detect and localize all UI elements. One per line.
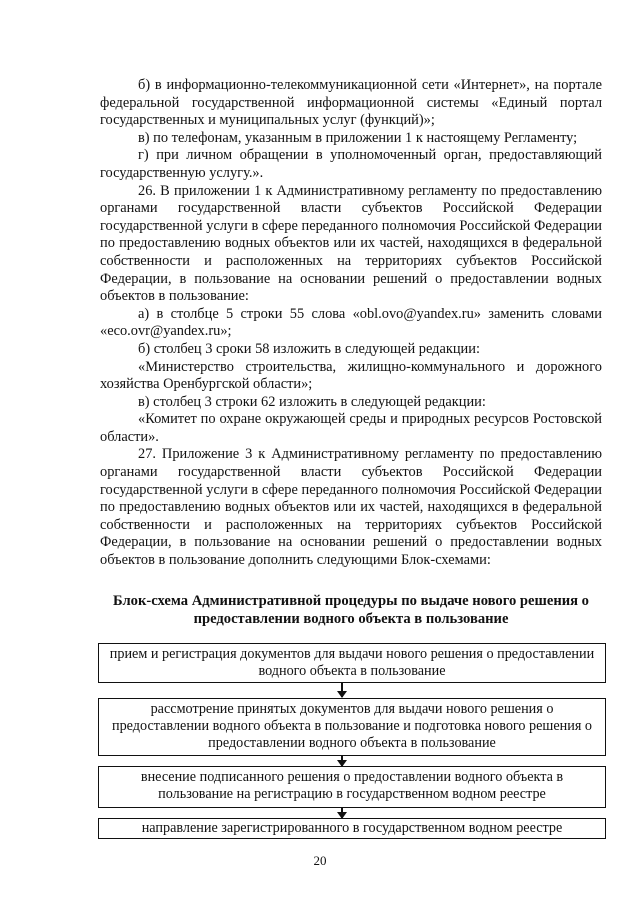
flowchart-step: направление зарегистрированного в государственном водном реестре [98,818,606,839]
paragraph: г) при личном обращении в уполномоченный орган, предоставляющий государственную услугу.». [100,147,602,181]
flowchart-step: прием и регистрация документов для выдачи нового решения о предоставлении водного объекта в пользование [98,643,606,683]
flow-arrow [341,808,343,818]
flow-arrow [341,756,343,766]
flowchart-step: внесение подписанного решения о предоставлении водного объекта в пользование на регистрацию в государственном водном реестре [98,766,606,808]
paragraph: б) в информационно-телекоммуникационной сети «Интернет», на портале федеральной государственной информационной системы «Единый портал государственных и муниципальных услуг (функций)»; [100,77,602,129]
paragraph: б) столбец 3 сроки 58 изложить в следующей редакции: [138,340,480,357]
paragraph: 27. Приложение 3 к Административному регламенту по предоставлению органами государственной власти субъектов Российской Федерации государственной услуги в сфере переданного полномочия Российской Федерации по предоставлению водных объектов или их частей, находящихся в федеральной собственности и расположенных на территориях субъектов Российской Федерации, в пользование на основании решений о предоставлении водных объектов в пользование дополнить следующими Блок-схемами: [100,446,602,569]
paragraph: а) в столбце 5 строки 55 слова «obl.ovo@yandex.ru» заменить словами «eco.ovr@yandex.ru»; [100,305,602,340]
flowchart-step: рассмотрение принятых документов для выдачи нового решения о предоставлении водного объекта в пользование и подготовка нового решения о предоставлении водного объекта в пользование [98,698,606,756]
page-number: 20 [313,853,327,868]
body-text [100,77,602,570]
paragraph: в) по телефонам, указанным в приложении 1 к настоящему Регламенту; [138,129,578,146]
flowchart-title: Блок-схема Административной процедуры по выдаче нового решения о предоставлении водного объекта в пользование [113,593,589,627]
paragraph: «Министерство строительства, жилищно-коммунального и дорожного хозяйства Оренбургской области»; [100,358,602,393]
flow-arrow [341,683,343,697]
paragraph: «Комитет по охране окружающей среды и природных ресурсов Ростовской области». [100,411,602,445]
paragraph: в) столбец 3 строки 62 изложить в следующей редакции: [138,393,486,410]
paragraph: 26. В приложении 1 к Административному регламенту по предоставлению органами государственной власти субъектов Российской Федерации государственной услуги в сфере переданного полномочия Российской Федерации по предоставлению водных объектов или их частей, находящихся в федеральной собственности и расположенных на территориях субъектов Российской Федерации, в пользование на основании решений о предоставлении водных объектов в пользование: [100,182,602,305]
